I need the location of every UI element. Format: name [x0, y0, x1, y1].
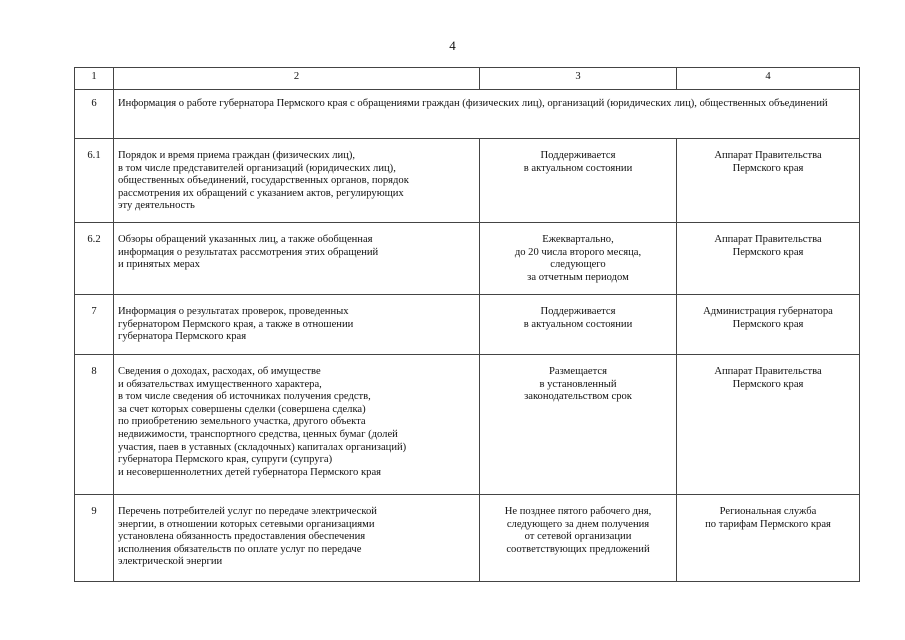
- row-deadline: Поддерживается в актуальном состоянии: [480, 139, 677, 223]
- column-header: 4: [677, 68, 860, 90]
- row-deadline: Поддерживается в актуальном состоянии: [480, 295, 677, 355]
- row-description: Обзоры обращений указанных лиц, а также обобщенная информация о результатах рассмотрения этих обращений и принятых мерах: [114, 223, 480, 295]
- row-number: 9: [75, 495, 114, 582]
- column-header: 1: [75, 68, 114, 90]
- row-responsible: Аппарат Правительства Пермского края: [677, 223, 860, 295]
- row-description: Информация о результатах проверок, проведенных губернатором Пермского края, а также в отношении губернатора Пермского края: [114, 295, 480, 355]
- section-row: [75, 90, 860, 139]
- table-header-row: [75, 68, 860, 90]
- row-deadline: Не позднее пятого рабочего дня, следующего за днем получения от сетевой организации соответствующих предложений: [480, 495, 677, 582]
- column-header: 3: [480, 68, 677, 90]
- row-number: 7: [75, 295, 114, 355]
- table-row: [75, 355, 860, 495]
- page-number: 4: [449, 38, 456, 53]
- row-description: Сведения о доходах, расходах, об имуществе и обязательствах имущественного характера, в том числе сведения об источниках получения средств, за счет которых совершены сделки (совершена сделка) по приобретению земельного участка, другого объекта недвижимости, транспортного средства, ценных бумаг (долей участия, паев в уставных (складочных) капиталах организаций) губернатора Пермского края, супруги (супруга) и несовершеннолетних детей губернатора Пермского края: [114, 355, 480, 495]
- row-responsible: Администрация губернатора Пермского края: [677, 295, 860, 355]
- column-header: 2: [114, 68, 480, 90]
- row-responsible: Региональная служба по тарифам Пермского края: [677, 495, 860, 582]
- info-table: [74, 67, 860, 582]
- row-responsible: Аппарат Правительства Пермского края: [677, 355, 860, 495]
- section-title: Информация о работе губернатора Пермского края с обращениями граждан (физических лиц), организаций (юридических лиц), общественных объединений: [114, 90, 860, 139]
- row-number: 6: [75, 90, 114, 139]
- row-description: Перечень потребителей услуг по передаче электрической энергии, в отношении которых сетевыми организациями установлена обязанность предоставления обеспечения исполнения обязательств по оплате услуг по передаче электрической энергии: [114, 495, 480, 582]
- table-row: [75, 139, 860, 223]
- row-number: 6.2: [75, 223, 114, 295]
- row-number: 6.1: [75, 139, 114, 223]
- row-number: 8: [75, 355, 114, 495]
- row-responsible: Аппарат Правительства Пермского края: [677, 139, 860, 223]
- table-row: [75, 295, 860, 355]
- row-description: Порядок и время приема граждан (физических лиц), в том числе представителей организаций (юридических лиц), общественных объединений, государственных органов, порядок рассмотрения их обращений с указанием актов, регулирующих эту деятельность: [114, 139, 480, 223]
- row-deadline: Размещается в установленный законодательством срок: [480, 355, 677, 495]
- row-deadline: Ежеквартально, до 20 числа второго месяца, следующего за отчетным периодом: [480, 223, 677, 295]
- table-row: [75, 495, 860, 582]
- table-row: [75, 223, 860, 295]
